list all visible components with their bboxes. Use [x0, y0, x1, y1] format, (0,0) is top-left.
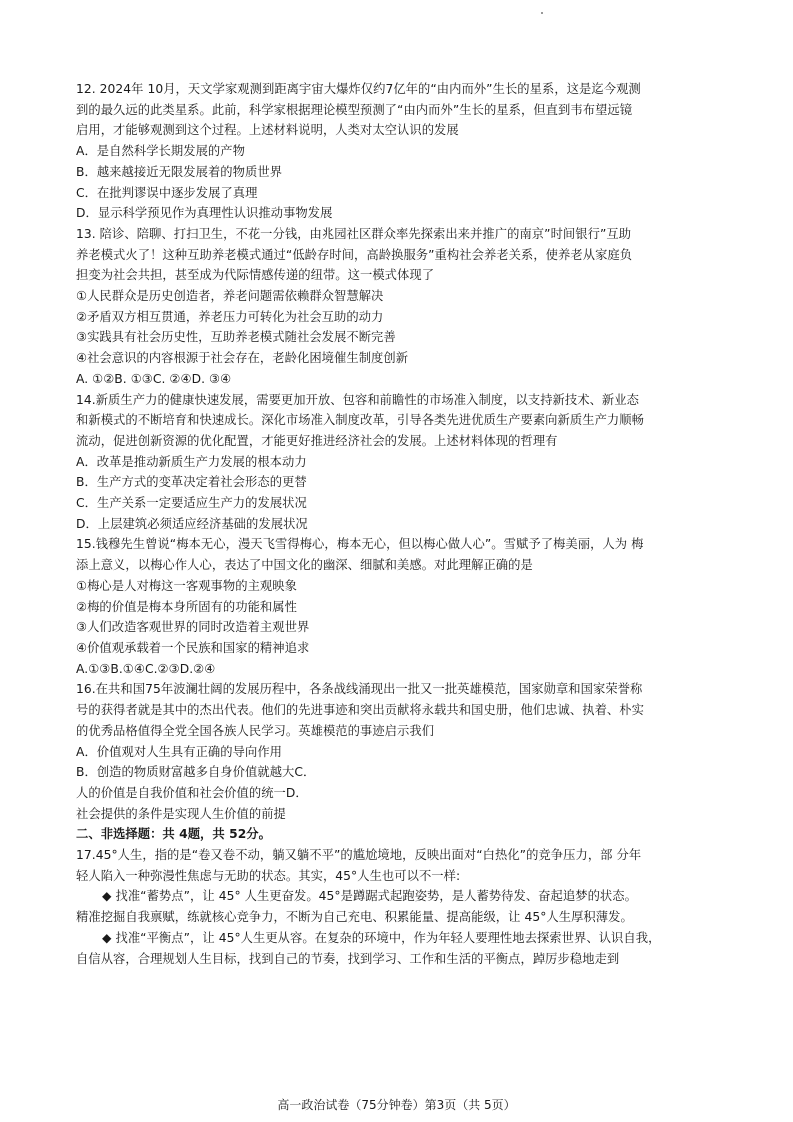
question-stem-line: 13. 陪诊、陪聊、打扫卫生，不花一分钱，由兆园社区群众率先探索出来并推广的南京”时间银行”互助	[76, 226, 632, 241]
question-stem-line: 15.钱穆先生曾说“梅本无心，漫天飞雪得梅心，梅本无心，但以梅心做人心”。雪赋予了梅美丽，人为 梅	[76, 537, 644, 552]
question-stem-line: 养老模式火了！这种互助养老模式通过“低龄存时间，高龄换服务”重构社会养老关系，使养老从家庭负	[76, 247, 633, 262]
question-14	[76, 390, 726, 535]
question-12	[76, 79, 726, 224]
question-stem-line: 14.新质生产力的健康快速发展，需要更加开放、包容和前瞻性的市场准入制度，以支持新技术、新业态	[76, 392, 639, 407]
question-stem-line: 轻人陷入一种弥漫性焦虑与无助的状态。其实，45°人生也可以不一样:	[76, 868, 461, 883]
scan-speck	[541, 12, 543, 14]
page-content	[76, 79, 726, 969]
answer-options: A. ①②B. ①③C. ②④D. ③④	[76, 371, 232, 386]
material-bullet-line: ◆ 找准“平衡点”，让 45°人生更从容。在复杂的环境中，作为年轻人要理性地去探索世界、认识自我，	[102, 930, 661, 945]
option-c-d: 人的价值是自我价值和社会价值的统一D．	[76, 785, 308, 800]
question-stem-line: 担变为社会共担，甚至成为代际情感传递的纽带。这一模式体现了	[76, 268, 435, 283]
option-a: A．改革是推动新质生产力发展的根本动力	[76, 454, 307, 469]
question-stem-line: 的优秀品格值得全党全国各族人民学习。英雄模范的事迹启示我们	[76, 723, 435, 738]
option-a: A．价值观对人生具有正确的导向作用	[76, 744, 283, 759]
question-stem-line: 12. 2024年 10月，天文学家观测到距离宇宙大爆炸仅约7亿年的“由内而外”生长的星系，这是迄今观测	[76, 82, 641, 96]
option-c: C．在批判谬误中逐步发展了真理	[76, 185, 258, 200]
material-bullet-line: ◆ 找准“蓄势点”，让 45° 人生更奋发。45°是蹲踞式起跑姿势，是人蓄势待发、奋起追梦的状态。	[102, 889, 637, 904]
answer-options: A.①③B.①④C.②③D.②④	[76, 661, 216, 676]
statement-3: ③人们改造客观世界的同时改造着主观世界	[76, 620, 310, 635]
option-d: D．显示科学预见作为真理性认识推动事物发展	[76, 206, 333, 221]
question-stem-line: 17.45°人生，指的是“卷又卷不动，躺又躺不平”的尴尬境地，反映出面对“白热化”的竞争压力，部 分年	[76, 848, 642, 863]
question-stem-line: 号的获得者就是其中的杰出代表。他们的先进事迹和突出贡献将永载共和国史册，他们忠诚、执着、朴实	[76, 703, 644, 718]
statement-4: ④社会意识的内容根源于社会存在，老龄化困境催生制度创新	[76, 351, 409, 366]
option-d: 社会提供的条件是实现人生价值的前提	[76, 806, 286, 821]
question-13	[76, 224, 726, 390]
question-15	[76, 534, 726, 679]
question-stem-line: 添上意义，以梅心作人心，表达了中国文化的幽深、细腻和美感。对此理解正确的是	[76, 558, 533, 573]
statement-2: ②矛盾双方相互贯通，养老压力可转化为社会互助的动力	[76, 309, 384, 324]
material-line: 自信从容，合理规划人生目标，找到自己的节奏，找到学习、工作和生活的平衡点，踔厉步稳地走到	[76, 951, 620, 966]
question-stem-line: 16.在共和国75年波澜壮阔的发展历程中，各条战线涌现出一批又一批英雄模范，国家勋章和国家荣誉称	[76, 682, 643, 697]
option-b: B．生产方式的变革决定着社会形态的更替	[76, 475, 307, 490]
question-16	[76, 679, 726, 824]
option-a: A．是自然科学长期发展的产物	[76, 144, 245, 159]
question-stem-line: 和新模式的不断培育和快速成长。深化市场准入制度改革，引导各类先进优质生产要素向新质生产力顺畅	[76, 413, 644, 428]
page-footer: 高一政治试卷（75分钟卷）第3页（共 5页）	[277, 1098, 516, 1112]
statement-4: ④价值观承载着一个民族和国家的精神追求	[76, 640, 310, 655]
statement-1: ①梅心是人对梅这一客观事物的主观映象	[76, 578, 297, 593]
option-d: D．上层建筑必须适应经济基础的发展状况	[76, 516, 308, 531]
statement-1: ①人民群众是历史创造者，养老问题需依赖群众智慧解决	[76, 289, 384, 304]
question-stem-line: 启用，才能够观测到这个过程。上述材料说明，人类对太空认识的发展	[76, 123, 459, 138]
statement-3: ③实践具有社会历史性，互助养老模式随社会发展不断完善	[76, 330, 396, 345]
statement-2: ②梅的价值是梅本身所固有的功能和属性	[76, 599, 297, 614]
option-c: C．生产关系一定要适应生产力的发展状况	[76, 496, 307, 511]
material-line: 精准挖掘自我禀赋，练就核心竞争力，不断为自己充电、积累能量、提高能级，让 45°人生厚积薄发。	[76, 910, 633, 925]
question-17	[76, 845, 726, 969]
question-stem-line: 流动，促进创新资源的优化配置，才能更好推进经济社会的发展。上述材料体现的哲理有	[76, 433, 558, 448]
option-b: B．越来越接近无限发展着的物质世界	[76, 164, 283, 179]
section-heading: 二、非选择题：共 4题，共 52分。	[76, 827, 271, 842]
question-stem-line: 到的最久远的此类星系。此前，科学家根据理论模型预测了“由内而外”生长的星系，但直到韦布望远镜	[76, 102, 633, 117]
option-b-c: B．创造的物质财富越多自身价值就越大C．	[76, 765, 316, 780]
